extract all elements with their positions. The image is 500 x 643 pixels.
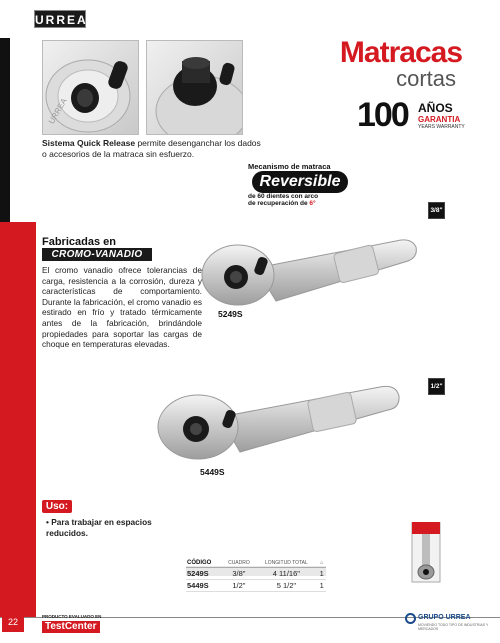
table-row: 5249S 3/8" 4 11/16" 1: [186, 568, 326, 580]
product-code-5249s: 5249S: [218, 309, 243, 319]
quick-release-caption: Sistema Quick Release permite desenganchar los dados o accesorios de la matraca sin esfuerzo.: [42, 138, 261, 159]
spec-table: [186, 559, 326, 592]
table-header-row: CÓDIGO CUADRO LONGITUD TOTAL ⌂: [186, 559, 326, 568]
reversible-badge: Mecanismo de matraca Reversible de 60 dientes con arco de recuperación de 6°: [248, 158, 358, 206]
grupo-urrea-tagline: MOVIENDO TODO TIPO DE INDUSTRIAS Y MERCADOS: [418, 623, 489, 631]
quick-release-photo-2: [146, 40, 243, 135]
quick-release-photo-1: [42, 40, 139, 135]
warranty-garantia: GARANTIA: [418, 115, 461, 124]
ratchet-5449s-image: [150, 372, 410, 467]
material-body: El cromo vanadio ofrece tolerancias de carga, resistencia a la corrosión, dureza y características de comportamiento. Durante la fabricación, el cromo vanadio es estirado en frío y tratado térmicamente antes de la fabricación, brindándole propiedades para soportar las cargas de choque en temperaturas elevadas.: [42, 265, 202, 350]
material-title: Fabricadas en: [42, 236, 116, 248]
product-code-5449s: 5449S: [200, 467, 225, 477]
grupo-urrea-logo: GRUPO URREA: [418, 614, 471, 621]
warranty-english: YEARS WARRANTY: [418, 124, 465, 130]
uso-item: • Para trabajar en espacios reducidos.: [46, 517, 152, 538]
warranty-anos: AÑOS: [418, 101, 453, 115]
size-badge-1-2: 1/2": [428, 378, 445, 395]
evaluado-label: PRODUCTO EVALUADO EN: [42, 614, 102, 619]
material-title-banner: CROMO-VANADIO: [42, 248, 152, 261]
table-row: 5449S 1/2" 5 1/2" 1: [186, 580, 326, 592]
page-title: Matracas: [339, 36, 462, 69]
ratchet-5249s-image: [196, 223, 426, 313]
product-package-image: [410, 522, 442, 584]
size-badge-3-8: 3/8": [428, 202, 445, 219]
testcenter-logo: TestCenter: [42, 621, 100, 633]
uso-title: Uso:: [42, 500, 72, 513]
left-black-band: [0, 38, 10, 238]
left-red-band: [0, 222, 36, 617]
svg-text:URREA: URREA: [46, 96, 69, 126]
warranty-number: 100: [357, 96, 408, 134]
grupo-urrea-icon: [405, 613, 416, 624]
urrea-logo: URREA: [34, 10, 86, 28]
page-subtitle: cortas: [396, 66, 456, 91]
page-number: 22: [2, 612, 24, 632]
